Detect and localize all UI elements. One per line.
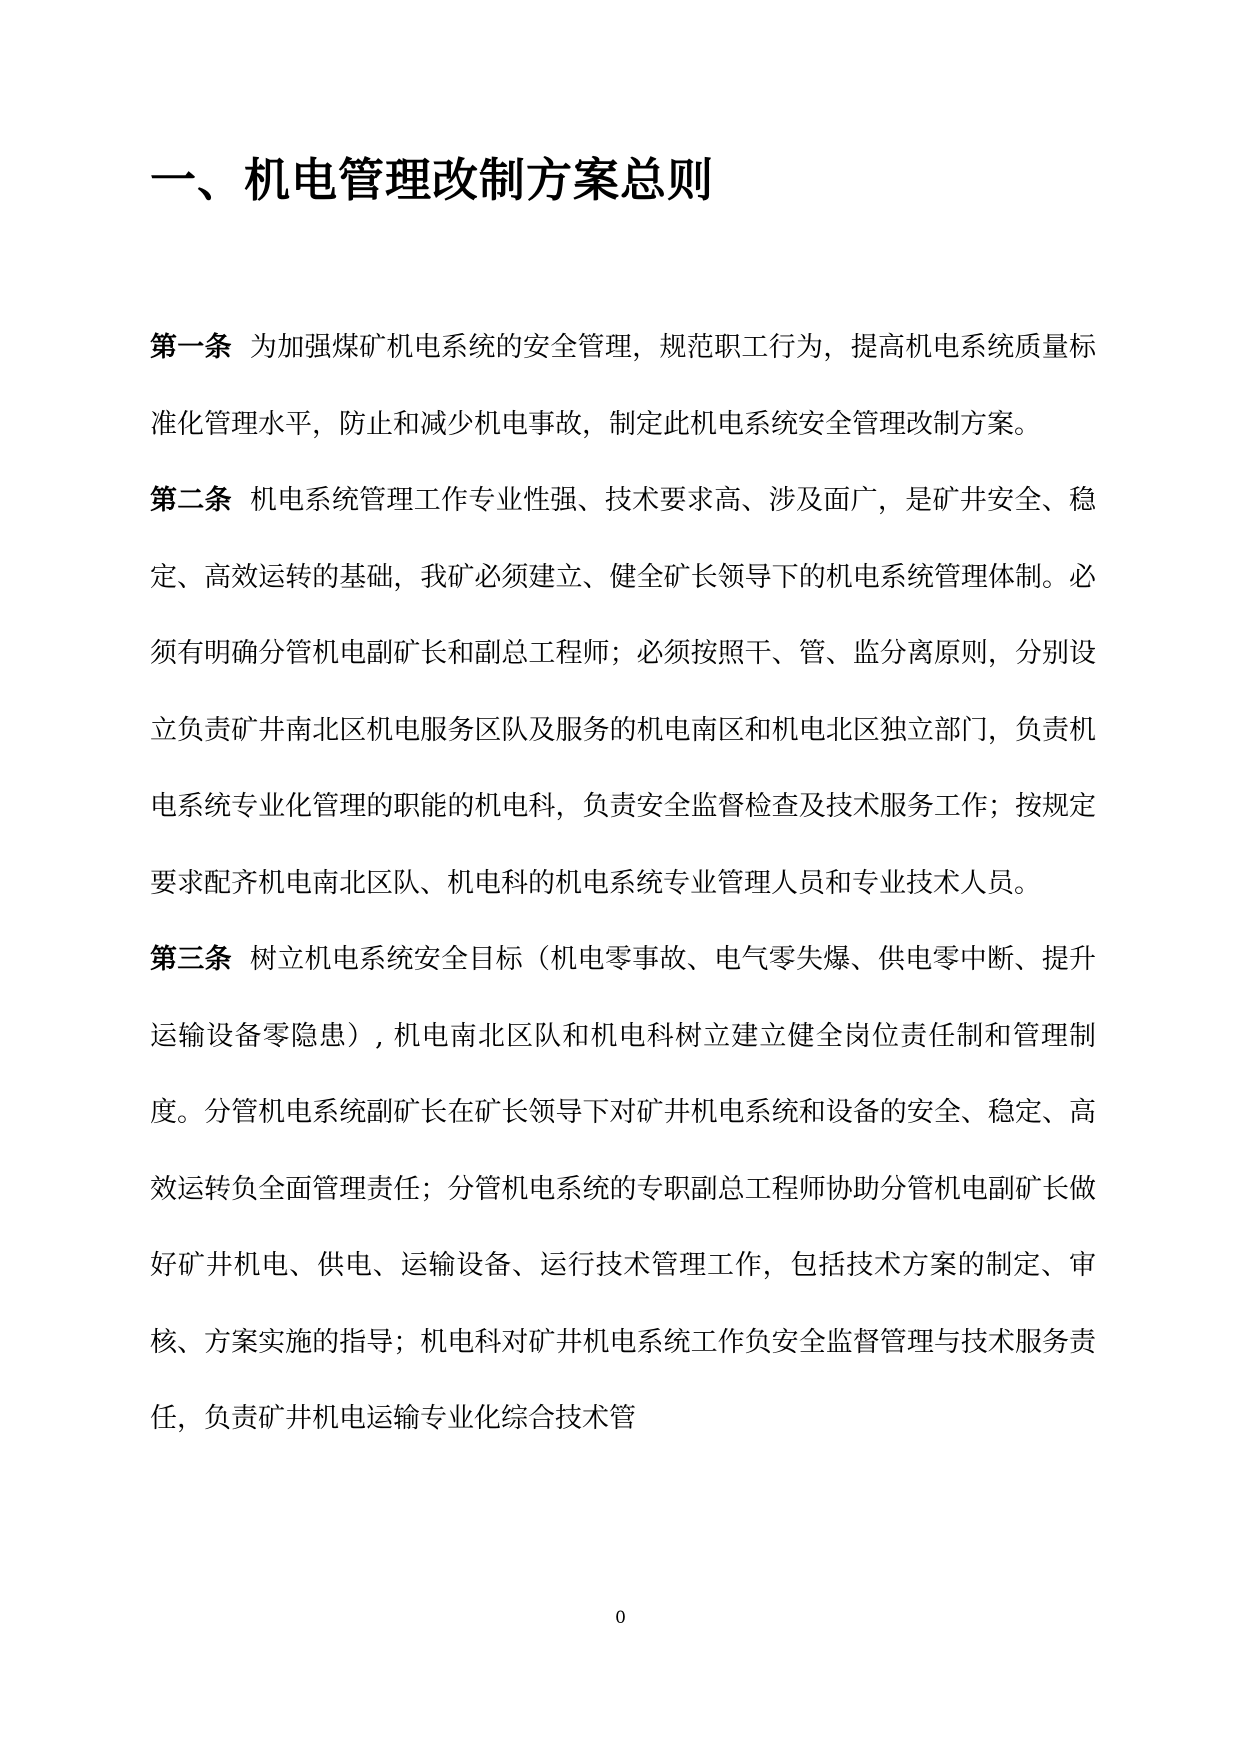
article-2 xyxy=(150,463,1096,922)
article-1 xyxy=(150,310,1096,463)
article-text: 为加强煤矿机电系统的安全管理，规范职工行为，提高机电系统质量标准化管理水平，防止和减少机电事故，制定此机电系统安全管理改制方案。 xyxy=(150,332,1097,440)
document-body xyxy=(150,310,1096,1458)
article-text: 树立机电系统安全目标（机电零事故、电气零失爆、供电零中断、提升运输设备零隐患）, 机电南北区队和机电科树立建立健全岗位责任制和管理制度。分管机电系统副矿长在矿长领导下对矿井机电系统和设备的安全、稳定、高效运转负全面管理责任；分管机电系统的专职副总工程师协助分管机电副矿长做好矿井机电、供电、运输设备、运行技术管理工作，包括技术方案的制定、审核、方案实施的指导；机电科对矿井机电系统工作负安全监督管理与技术服务责任，负责矿井机电运输专业化综合技术管 xyxy=(150,944,1097,1434)
page-number: 0 xyxy=(615,1608,626,1628)
article-label: 第一条 xyxy=(150,332,232,363)
article-3 xyxy=(150,922,1096,1458)
article-label: 第二条 xyxy=(150,485,232,516)
page-title: 一、机电管理改制方案总则 xyxy=(150,153,714,207)
article-text: 机电系统管理工作专业性强、技术要求高、涉及面广，是矿井安全、稳定、高效运转的基础，我矿必须建立、健全矿长领导下的机电系统管理体制。必须有明确分管机电副矿长和副总工程师；必须按照干、管、监分离原则，分别设立负责矿井南北区机电服务区队及服务的机电南区和机电北区独立部门，负责机电系统专业化管理的职能的机电科，负责安全监督检查及技术服务工作；按规定要求配齐机电南北区队、机电科的机电系统专业管理人员和专业技术人员。 xyxy=(150,485,1097,899)
article-label: 第三条 xyxy=(150,944,232,975)
